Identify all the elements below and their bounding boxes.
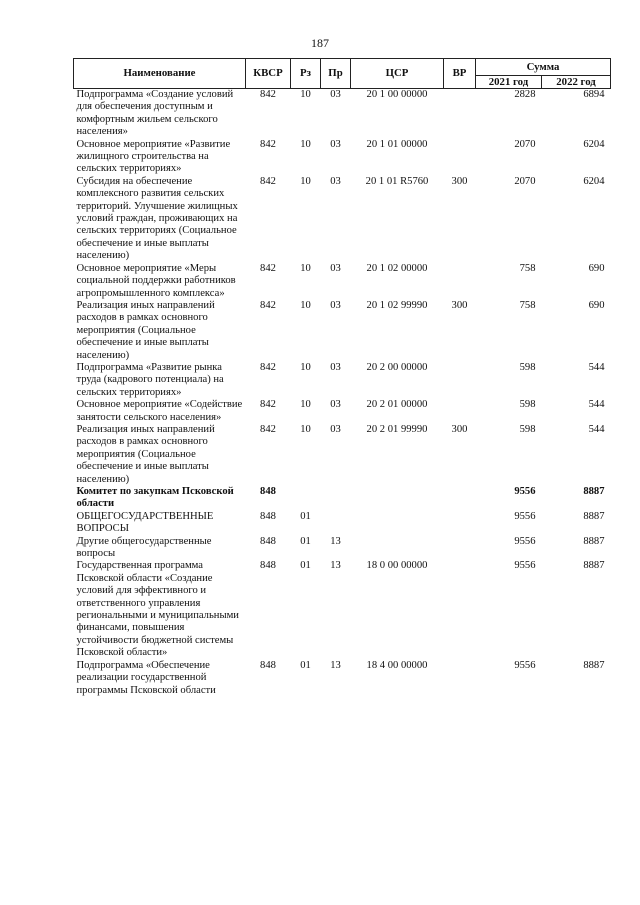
row-rz: 10 <box>300 89 311 100</box>
row-rz: 01 <box>300 659 311 671</box>
row-name: ОБЩЕГОСУДАРСТВЕННЫЕ ВОПРОСЫ <box>76 510 214 535</box>
row-name: Основное мероприятие «Развитие жилищного строительства на сельских территориях» <box>76 138 231 175</box>
row-vr <box>444 536 476 561</box>
row-pr: 03 <box>330 89 341 100</box>
row-csr: 18 0 00 00000 <box>366 560 428 572</box>
table-row <box>74 89 611 139</box>
row-name: Субсидия на обеспечение комплексного развития сельских территорий. Улучшение жилищных условий граждан, проживающих на сельских территориях (Социальное обеспечение и иные выплаты населению) <box>76 175 238 262</box>
header-name: Наименование <box>74 59 246 89</box>
table-row <box>74 300 611 362</box>
row-sum-2021: 9556 <box>514 560 536 572</box>
row-sum-2022: 6894 <box>583 89 605 100</box>
table-row <box>74 660 611 697</box>
row-name: Основное мероприятие «Меры социальной поддержки работников агропромышленного комплекса» <box>76 262 236 299</box>
row-rz <box>291 486 321 511</box>
row-kvsr: 842 <box>260 423 276 435</box>
row-sum-2021: 598 <box>519 423 536 435</box>
table-row <box>74 511 611 536</box>
row-vr <box>444 399 476 424</box>
row-csr <box>351 536 444 561</box>
row-vr <box>444 511 476 536</box>
row-csr: 20 2 00 00000 <box>366 361 428 373</box>
row-rz: 10 <box>300 423 311 435</box>
row-sum-2022: 690 <box>588 299 605 311</box>
row-vr <box>444 486 476 511</box>
row-pr: 03 <box>330 299 341 311</box>
row-pr: 03 <box>330 175 341 187</box>
row-pr: 13 <box>330 560 341 572</box>
budget-table <box>73 58 611 697</box>
row-csr: 20 1 02 00000 <box>366 262 428 274</box>
row-sum-2021: 9556 <box>514 659 536 671</box>
table-row <box>74 399 611 424</box>
row-csr: 20 1 01 00000 <box>366 138 428 150</box>
row-vr: 300 <box>451 423 468 435</box>
row-pr: 13 <box>330 535 341 547</box>
header-year-2022: 2022 год <box>542 76 611 89</box>
table-row <box>74 362 611 399</box>
row-kvsr: 848 <box>260 510 276 522</box>
row-sum-2022: 8887 <box>583 535 605 547</box>
row-sum-2021: 598 <box>519 399 536 411</box>
row-vr <box>444 139 476 176</box>
row-vr <box>444 660 476 697</box>
row-csr: 18 4 00 00000 <box>366 659 428 671</box>
row-sum-2021: 2070 <box>514 175 536 187</box>
row-vr: 300 <box>451 175 468 187</box>
row-pr: 03 <box>330 361 341 373</box>
row-kvsr: 842 <box>260 89 276 100</box>
row-name: Реализация иных направлений расходов в рамках основного мероприятия (Социальное обеспечение и иные выплаты населению) <box>76 423 215 485</box>
row-sum-2022: 690 <box>588 262 605 274</box>
row-sum-2022: 544 <box>588 423 605 435</box>
row-sum-2021: 9556 <box>514 510 536 522</box>
row-sum-2022: 544 <box>588 399 605 411</box>
row-kvsr: 848 <box>260 560 276 572</box>
row-name: Комитет по закупкам Псковской области <box>76 486 234 510</box>
row-name: Подпрограмма «Создание условий для обеспечения доступным и комфортным жильем сельского населения» <box>76 89 234 138</box>
row-vr <box>444 362 476 399</box>
row-rz: 10 <box>300 175 311 187</box>
header-pr: Пр <box>321 59 351 89</box>
table-row <box>74 263 611 300</box>
table-body <box>74 89 611 697</box>
row-sum-2022: 6204 <box>583 175 605 187</box>
row-csr: 20 1 02 99990 <box>366 299 428 311</box>
table-row <box>74 560 611 659</box>
row-name: Другие общегосударственные вопросы <box>76 535 212 560</box>
row-csr: 20 2 01 99990 <box>366 423 428 435</box>
row-kvsr: 842 <box>260 262 276 274</box>
row-kvsr: 848 <box>260 486 276 497</box>
table-row <box>74 176 611 263</box>
row-sum-2022: 8887 <box>583 659 605 671</box>
header-csr: ЦСР <box>351 59 444 89</box>
row-rz: 10 <box>300 399 311 411</box>
row-sum-2021: 2828 <box>514 89 536 100</box>
row-kvsr: 842 <box>260 399 276 411</box>
row-pr <box>321 486 351 511</box>
row-name: Государственная программа Псковской области «Создание условий для эффективного и ответственного управления региональными и муниципальными финансами, повышения устойчивости бюджетной системы Псковской области» <box>76 560 239 659</box>
table-row <box>74 536 611 561</box>
table-row <box>74 139 611 176</box>
row-vr <box>444 560 476 659</box>
row-rz: 10 <box>300 299 311 311</box>
row-sum-2021: 758 <box>519 299 536 311</box>
row-csr: 20 1 00 00000 <box>366 89 428 100</box>
row-csr <box>351 486 444 511</box>
row-sum-2021: 598 <box>519 361 536 373</box>
table-row <box>74 486 611 511</box>
row-vr <box>444 263 476 300</box>
row-rz: 01 <box>300 535 311 547</box>
row-name: Реализация иных направлений расходов в рамках основного мероприятия (Социальное обеспечение и иные выплаты населению) <box>76 299 215 361</box>
row-kvsr: 842 <box>260 299 276 311</box>
row-name: Подпрограмма «Развитие рынка труда (кадрового потенциала) на сельских территориях» <box>76 361 224 398</box>
row-kvsr: 842 <box>260 361 276 373</box>
row-csr: 20 1 01 R5760 <box>365 175 429 187</box>
row-pr: 03 <box>330 138 341 150</box>
row-sum-2022: 6204 <box>583 138 605 150</box>
row-sum-2022: 8887 <box>583 486 605 497</box>
row-name: Подпрограмма «Обеспечение реализации государственной программы Псковской области <box>76 659 216 696</box>
row-vr <box>444 89 476 139</box>
header-rz: Рз <box>291 59 321 89</box>
page-number: 187 <box>311 36 329 50</box>
header-vr: ВР <box>444 59 476 89</box>
row-pr: 13 <box>330 659 341 671</box>
row-csr: 20 2 01 00000 <box>366 399 428 411</box>
table-row <box>74 424 611 486</box>
row-sum-2021: 2070 <box>514 138 536 150</box>
row-sum-2022: 8887 <box>583 560 605 572</box>
row-pr <box>321 511 351 536</box>
row-rz: 10 <box>300 262 311 274</box>
header-sum: Сумма <box>476 59 611 76</box>
row-pr: 03 <box>330 399 341 411</box>
row-rz: 01 <box>300 560 311 572</box>
row-kvsr: 842 <box>260 175 276 187</box>
header-year-2021: 2021 год <box>476 76 542 89</box>
row-sum-2021: 758 <box>519 262 536 274</box>
header-kvsr: КВСР <box>246 59 291 89</box>
row-pr: 03 <box>330 423 341 435</box>
row-name: Основное мероприятие «Содействие занятости сельского населения» <box>76 399 243 423</box>
row-rz: 10 <box>300 361 311 373</box>
row-sum-2022: 8887 <box>583 510 605 522</box>
row-csr <box>351 511 444 536</box>
row-kvsr: 848 <box>260 659 276 671</box>
row-kvsr: 848 <box>260 535 276 547</box>
row-sum-2021: 9556 <box>514 486 536 497</box>
row-rz: 01 <box>300 510 311 522</box>
row-rz: 10 <box>300 138 311 150</box>
row-pr: 03 <box>330 262 341 274</box>
row-sum-2021: 9556 <box>514 535 536 547</box>
row-vr: 300 <box>451 299 468 311</box>
row-sum-2022: 544 <box>588 361 605 373</box>
row-kvsr: 842 <box>260 138 276 150</box>
